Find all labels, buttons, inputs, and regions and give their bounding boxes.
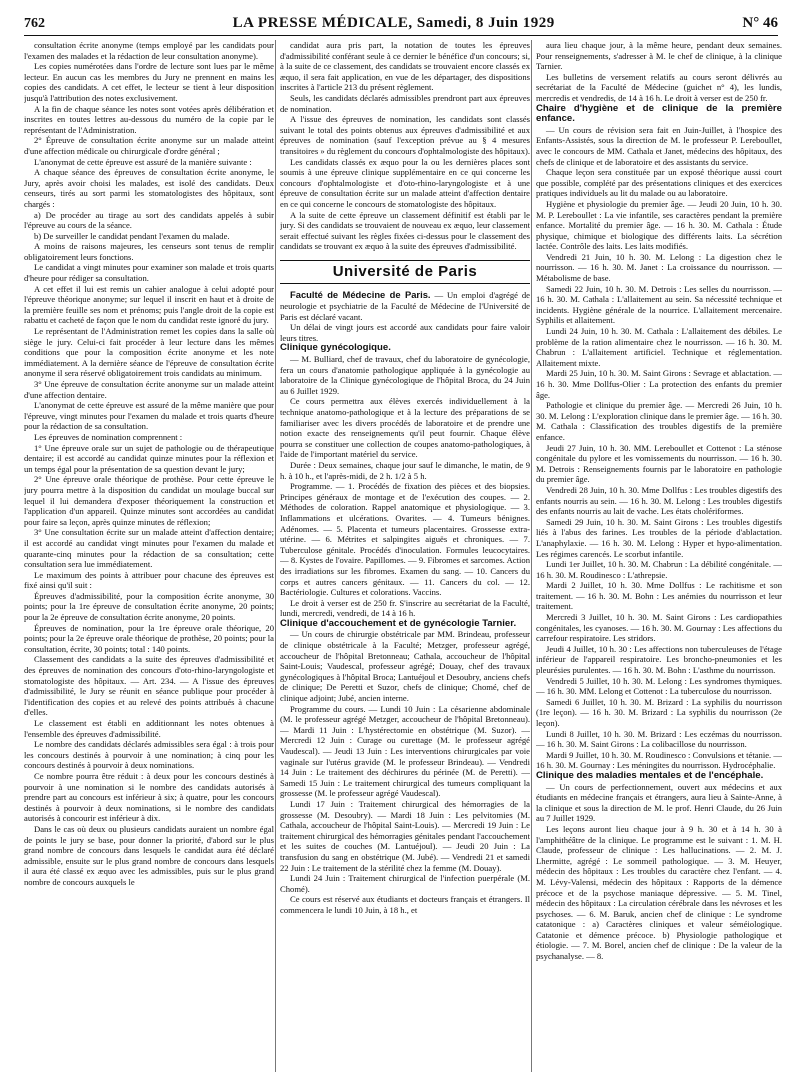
journal-title: LA PRESSE MÉDICALE, Samedi, 8 Juin 1929 <box>232 15 555 31</box>
paragraph: Seuls, les candidats déclarés admissibles prendront part aux épreuves de nomination. <box>280 92 530 114</box>
paragraph: consultation écrite anonyme (temps employé par les candidats pour l'examen des malades et la rédaction de leur consultation anonyme). <box>24 40 274 61</box>
paragraph: Lundi 1er Juillet, 10 h. 30. M. Chabrun : La débilité congénitale. — 16 h. 30. M. Roudinesco : L'athrepsie. <box>536 559 782 580</box>
paragraph: Les épreuves de nomination comprennent : <box>34 431 183 442</box>
issue-number: N° 46 <box>742 15 778 31</box>
paragraph: Durée : Deux semaines, chaque jour sauf le dimanche, le matin, de 9 h. à 10 h., et l'après-midi, de 2 h. 1/2 à 5 h. <box>280 459 530 481</box>
paragraph: Programme. — 1. Procédés de fixation des pièces et des biopsies. Principes généraux de montage et de l'exécution des coupes. — 2. Méthodes de coloration. Rappel anatomique et physiologique. — 3. Inflammations et ulcérations. Ovarites. — 4. Tumeurs bénignes. Adénomes. — 5. Placenta et tumeurs placentaires. Grossesse extra-utérine. — 6. Métrites et salpingites aiguës et chroniques. — 7. Tuberculose génitale. Procédés d'inoculation. Formules leucocytaires. — 8. Kystes de l'ovaire. Papillomes. — 9. Fibromes et sarcomes. Action des irradiations sur les fibromes. Examen du sang. — 10. Cancers du corps et autres cancers génitaux. — 11. Cancers du col. — 12. Bactériologie. Cultures et colorations. Vaccins. <box>280 481 530 598</box>
paragraph: Lundi 24 Juin : Traitement chirurgical de l'infection puerpérale (M. Chomé). <box>280 873 530 894</box>
column-3 <box>536 40 782 1074</box>
paragraph: 3° Une épreuve de consultation écrite anonyme sur un malade atteint d'une affection dentaire. <box>24 379 274 400</box>
paragraph: Mardi 2 Juillet, 10 h. 30. Mme Dollfus : Le rachitisme et son traitement. — 16 h. 30. M. Bohn : Les anémies du nourrisson et leur traitement. <box>536 580 782 612</box>
paragraph: — Un cours de révision sera fait en Juin-Juillet, à l'hospice des Enfants-Assistés, sous la direction de M. le professeur P. Lereboullet, avec le concours de MM. Cathala et Janet, médecins des hôpitaux, des chefs de clinique et de laboratoire et des assistants du service. <box>536 124 782 167</box>
paragraph: a) De procéder au tirage au sort des candidats appelés à subir l'épreuve au cours de la séance. <box>24 209 274 231</box>
paragraph: 2° Une épreuve orale théorique de prothèse. Pour cette épreuve le jury pourra mettre à la disposition du candidat un moulage buccal sur lequel il lui demandera d'exposer théoriquement la construction et l'application d'un appareil. Quinze minutes sont accordées au candidat pour faire sa leçon, après quinze minutes de réflexion; <box>24 474 274 527</box>
paragraph: Le nombre des candidats déclarés admissibles sera égal : à trois pour les concours destinés à pourvoir à une nomination; à cinq pour les concours destinés à pourvoir à deux nominations. <box>24 739 274 771</box>
paragraph: Les leçons auront lieu chaque jour à 9 h. 30 et à 14 h. 30 à l'amphithéâtre de la clinique. Le programme est le suivant : 1. M. H. Claude, professeur de clinique : Les hallucinations. — 2. M. J. Lhermitte, agrégé : Le sommeil pathologique. — 3. M. Heuyer, médecin des hôpitaux : Les troubles du caractère chez l'enfant. — 4. M. Lévy-Valensi, médecin des hôpitaux : Rapports de la démence précoce et de la psychose maniaque dépressive. — 5. M. Tinel, médecin des hôpitaux : La circulation cérébrale dans les névroses et les psychoses. — 6. M. Baruk, ancien chef de clinique : Le syndrome catatonique : a) Caractères cliniques et valeur séméiologique. Catatonie et démence précoce. b) Physiologie pathologique et étiologie. — 7. M. Borel, ancien chef de clinique : De la valeur de la psychanalyse. — 8. <box>536 823 782 962</box>
paragraph: Pathologie et clinique du premier âge. — Mercredi 26 Juin, 10 h. 30. M. Lelong : L'exploration clinique dans le premier âge. — 16 h. 30. M. Cathala : Classification des troubles digestifs de la première enfance. <box>536 400 782 442</box>
paragraph: aura lieu chaque jour, à la même heure, pendant deux semaines. Pour renseignements, s'adresser à M. le chef de clinique, à la clinique Tarnier. <box>536 40 782 72</box>
page-number: 762 <box>24 16 45 31</box>
paragraph: Chaque leçon sera constituée par un exposé théorique aussi court que possible, complété par des présentations cliniques et des exercices pratiques individuels au lit du malade ou au laboratoire. <box>536 167 782 199</box>
paragraph: L'anonymat de cette épreuve est assuré de la manière suivante : <box>34 156 252 167</box>
paragraph: Programme du cours. — Lundi 10 Juin : La césarienne abdominale (M. le professeur agrégé Metzger, accoucheur de l'hôpital Bretonneau). — Mardi 11 Juin : L'hystérectomie en obstétrique (M. Suzor). — Mercredi 12 Juin : Curage ou curettage (M. le professeur agrégé Vaudescal). — Jeudi 13 Juin : Les interventions chirurgicales par voie vaginale sur l'utérus gravide (M. le professeur Brindeau). — Vendredi 14 Juin : Le traitement des déchirures du périnée (M. de Peretti). — Samedi 15 Juin : Le traitement chirurgical des tumeurs compliquant la grossesse (M. le professeur agrégé Vaudescal). <box>280 703 530 799</box>
subsection-heading: Faculté de Médecine de Paris. <box>290 289 431 301</box>
paragraph: Épreuves de nomination, pour la 1re épreuve orale théorique, 20 points; pour la 2e épreuve orale théorique de prothèse, 20 points; pour la consultation, écrite, 30 points; total : 140 points. <box>24 622 274 654</box>
paragraph: Lundi 8 Juillet, 10 h. 30. M. Brizard : Les eczémas du nourrisson. — 16 h. 30. M. Saint Girons : La colibacillose du nourrisson. <box>536 728 782 750</box>
paragraph: Lundi 17 Juin : Traitement chirurgical des hémorragies de la grossesse (M. Desoubry). — Mardi 18 Juin : Les pelvitomies (M. Cathala, accoucheur de l'hôpital Saint-Louis). — Mercredi 19 Juin : Le traitement chirurgical des hémorragies génitales pendant l'accouchement et les suites de couches (M. Lantuéjoul). — Jeudi 20 Juin : La transfusion du sang en obstétrique (M. Jubé). — Vendredi 21 et samedi 22 Juin : Le traitement de la stérilité chez la femme (M. Douay). <box>280 798 530 873</box>
paragraph: Ce nombre pourra être réduit : à deux pour les concours destinés à pourvoir à une nomination si le nombre des candidats autorisés à prendre part au concours est inférieur à six; à quatre, pour les concours destinés à pourvoir à deux nominations, si le nombre des candidats autorisés à concourir est inférieur à dix. <box>24 770 274 824</box>
paragraph: Dans le cas où deux ou plusieurs candidats auraient un nombre égal de points le jury se base, pour donner la priorité, d'abord sur le plus grand nombre de concours dans lesquels le candidat aura été déclaré admissible, ensuite sur le plus grand nombre de concours dans lesquels il aura été classé ex æquo avec les admissibles, puis sur le plus grand nombre de concours auxquels le <box>24 823 274 887</box>
paragraph: Mardi 9 Juillet, 10 h. 30. M. Roudinesco : Convulsions et tétanie. — 16 h. 30. M. Gournay : Les méningites du nourrisson. Hydrocéphalie. <box>536 749 782 771</box>
paragraph: 2° Épreuve de consultation écrite anonyme sur un malade atteint d'une affection médicale ou chirurgicale d'ordre général ; <box>24 135 274 156</box>
subsection-heading: Clinique d'accouchement et de gynécologie Tarnier. <box>280 617 517 629</box>
paragraph: A la fin de chaque séance les notes sont votées après délibération et inscrites en toutes lettres au-dessous du numéro de la copie par le représentant de l'Administration. <box>24 103 274 135</box>
section-banner <box>280 260 530 285</box>
paragraph: Un délai de vingt jours est accordé aux candidats pour faire valoir leurs titres. <box>280 322 530 343</box>
paragraph: Le classement est établi en additionnant les notes obtenues à l'ensemble des épreuves d'admissibilité. <box>24 718 274 739</box>
paragraph: Vendredi 28 Juin, 10 h. 30. Mme Dollfus : Les troubles digestifs des enfants nourris au sein. — 16 h. 30. M. Lelong : Les troubles digestifs des enfants nourris au lait de vache. Les états cholériformes. <box>536 484 782 517</box>
paragraph: A l'issue des épreuves de nomination, les candidats sont classés suivant le total des points obtenus aux épreuves d'admissibilité et aux épreuves de nomination (sauf l'exception prévue au § 4 mesures transitoires » du règlement du concours d'ophtalmologiste des hôpitaux). <box>280 114 530 156</box>
paragraph <box>280 290 530 322</box>
paragraph: Mardi 25 Juin, 10 h. 30. M. Saint Girons : Sevrage et ablactation. — 16 h. 30. Mme Dollfus-Olier : La protection des enfants du premier âge. <box>536 368 782 400</box>
column-divider <box>531 40 532 1072</box>
paragraph: Le représentant de l'Administration remet les copies dans la salle où siège le jury. Celui-ci fait procéder à leur lecture dans les mêmes conditions que pour la composition écrite anonyme et les note immédiatement. A la dernière séance de l'épreuve de consultation écrite anonyme il sera réservé obligatoirement trois candidats au minimum. <box>24 326 274 379</box>
paragraph: Ce cours permettra aux élèves exercés individuellement à la technique anatomo-pathologique et à la lecture des préparations de se familiariser avec les divers procédés de laboratoire et de prendre une notion exacte des renseignements qu'il peut fournir. Chaque élève pourra se constituer une collection de coupes anatomo-pathologiques, à l'aide de l'important matériel du service. <box>280 396 530 460</box>
paragraph: Jeudi 4 Juillet, 10 h. 30 : Les affections non tuberculeuses de l'étage inférieur de l'appareil respiratoire. Les broncho-pneumonies et les pleurésies purulentes. — 16 h. 30. M. Bohn : L'asthme du nourrisson. <box>536 643 782 676</box>
paragraph: — Un cours de chirurgie obstétricale par MM. Brindeau, professeur de clinique obstétricale à la Faculté; Metzger, professeur agrégé, accoucheur de l'hôpital Bretonneau; Cathala, accoucheur de l'hôpital Saint-Louis; Vaudescal, professeur agrégé; Douay, chef des travaux gynécologiques à l'hôpital Broca; Lantuéjoul et Desoubry, anciens chefs de clinique; De Peretti et Suzor, chefs de clinique; Chomé, chef de clinique adjoint; Jubé, ancien interne. <box>280 629 530 704</box>
page-header <box>24 10 778 36</box>
column-divider <box>275 40 276 1072</box>
paragraph: Classement des candidats a la suite des épreuves d'admissibilité et des épreuves de nomination des concours d'oto-rhino-laryngologiste et stomatologiste des hôpitaux. — Art. 234. — A l'issue des épreuves d'admissibilité, le Jury se réunit en séance publique pour procéder à l'identification des copies et au relevé des points attribués à chacune d'elles. <box>24 654 274 718</box>
paragraph: Le maximum des points à attribuer pour chacune des épreuves est fixé ainsi qu'il suit : <box>24 569 274 591</box>
section-title: Université de Paris <box>332 262 478 280</box>
paragraph: Lundi 24 Juin, 10 h. 30. M. Cathala : L'allaitement des débiles. Le problème de la ration alimentaire chez le nourrisson. — 16 h. 30. M. Chabrun : L'allaitement artificiel. Technique et réglementation. Allaitement mixte. <box>536 326 782 368</box>
paragraph: Jeudi 27 Juin, 10 h. 30. MM. Lereboullet et Cottenot : La sténose congénitale du pylore et les vomissements du nourrisson. — 16 h. 30. M. Detrois : Renseignements fournis par le laboratoire en pathologie du premier âge. <box>536 442 782 485</box>
paragraph: Le droit à verser est de 250 fr. S'inscrire au secrétariat de la Faculté, lundi, mercredi, vendredi, de 14 à 16 h. <box>280 597 530 619</box>
subsection-heading: Chaire d'hygiène et de clinique de la première enfance. <box>536 102 782 125</box>
paragraph: Épreuves d'admissibilité, pour la composition écrite anonyme, 30 points; pour la 1re épreuve de consultation écrite anonyme, 20 points; pour la 2e épreuve de consultation écrite anonyme, 20 points. <box>24 590 274 623</box>
paragraph: Samedi 22 Juin, 10 h. 30. M. Detrois : Les selles du nourrisson. — 16 h. 30. M. Cathala : L'allaitement au sein. Sa nécessité technique et incidents. Hygiène générale de la nourrice. L'allaitement mercenaire. Syphilis et allaitement. <box>536 283 782 326</box>
paragraph-text: — Un emploi d'agrégé de neurologie et psychiatrie de la Faculté de Médecine de l'Université de Paris est déclaré vacant. <box>280 290 530 322</box>
paragraph: b) De surveiller le candidat pendant l'examen du malade. <box>34 230 230 241</box>
paragraph: A moins de raisons majeures, les censeurs sont tenus de remplir obligatoirement leurs fonctions. <box>24 241 274 262</box>
paragraph: Les bulletins de versement relatifs au cours seront délivrés au secrétariat de la Faculté de Médecine (guichet n° 4), les lundis, mercredis et vendredis, de 14 à 16 h. Le droit à verser est de 250 fr. <box>536 71 782 103</box>
paragraph: Les copies numérotées dans l'ordre de lecture sont lues par le même lecteur. En aucun cas les membres du Jury ne prennent en mains les copies des candidats. A cet effet, le lecteur se tient à leur disposition jusqu'à l'attribution des notes exclusivement. <box>24 61 274 103</box>
paragraph: Hygiène et physiologie du premier âge. — Jeudi 20 Juin, 10 h. 30. M. P. Lereboullet : La vie infantile, ses caractères pendant la première enfance. Mortalité du premier âge. — 16 h. 30. M. Cathala : Étude physique, chimique et biologique des différents laits. La sécrétion lactée. Contrôle des laits. Les laits modifiés. <box>536 198 782 252</box>
paragraph: Ce cours est réservé aux étudiants et docteurs français et étrangers. Il commencera le lundi 10 Juin, à 18 h., et <box>280 894 530 915</box>
paragraph: Vendredi 5 Juillet, 10 h. 30. M. Lelong : Les syndromes thymiques. — 16 h. 30. MM. Lelong et Cottenot : La tuberculose du nourrisson. <box>536 675 782 697</box>
paragraph: Mercredi 3 Juillet, 10 h. 30. M. Saint Girons : Les cardiopathies congénitales, les cyanoses. — 16 h. 30. M. Gournay : Les affections du carrefour respiratoire. Les stridors. <box>536 612 782 644</box>
paragraph: — M. Bulliard, chef de travaux, chef du laboratoire de gynécologie, fera un cours d'anatomie pathologique appliquée à la gynécologie au laboratoire de la Clinique gynécologique de l'hôpital Broca, du 24 Juin au 6 Juillet 1929. <box>280 354 530 396</box>
paragraph: A la suite de cette épreuve un classement définitif est établi par le jury. Si des candidats se trouvaient de nouveau ex æquo, leur classement serait effectué suivant les règles fixées ci-dessus pour le classement des candidats se trouvant ex æquo à la suite des épreuves d'admissibilité. <box>280 209 530 252</box>
paragraph: Les candidats classés ex æquo pour la ou les dernières places sont soumis à une épreuve clinique supplémentaire en ce qui concerne les concours d'ophtalmologiste et d'oto-rhino-laryngologiste et à une épreuve de consultation écrite sur un malade atteint d'affection dentaire en ce qui concerne le concours de stomatologiste des hôpitaux. <box>280 156 530 209</box>
column-1 <box>24 40 274 1074</box>
paragraph: candidat aura pris part, la notation de toutes les épreuves d'admissibilité conférant seule à ce dernier le bénéfice d'un concours; si, à la suite de ce classement, des candidats se trouvaient encore classés ex æquo, il sera fait application, en vue de les départager, des dispositions inscrites à l'article 213 du présent règlement. <box>280 40 530 93</box>
paragraph: A cet effet il lui est remis un cahier analogue à celui adopté pour l'épreuve théorique anonyme; sur lequel il inscrit en haut et à droite de la première feuille ses nom et prénoms; puis l'angle droit de la copie est rabattu et cacheté de façon que le nom du candidat reste ignoré du jury. <box>24 283 274 326</box>
paragraph: 1° Une épreuve orale sur un sujet de pathologie ou de thérapeutique dentaire; il est accordé au candidat quinze minutes pour la réflexion et un temps égal pour la présentation de sa question devant le jury; <box>24 442 274 474</box>
paragraph: Le candidat a vingt minutes pour examiner son malade et trois quarts d'heure pour rédiger sa consultation. <box>24 262 274 284</box>
paragraph: Vendredi 21 Juin, 10 h. 30. M. Lelong : La digestion chez le nourrisson. — 16 h. 30. M. Janet : La croissance du nourrisson. — Métabolisme de base. <box>536 251 782 284</box>
subsection-heading: Clinique gynécologique. <box>280 342 391 354</box>
paragraph: Samedi 6 Juillet, 10 h. 30. M. Brizard : La syphilis du nourrisson (1re leçon). — 16 h. 30. M. Brizard : La syphilis du nourrisson (2e leçon). <box>536 696 782 728</box>
paragraph: A chaque séance des épreuves de consultation écrite anonyme, le Jury, après avoir choisi les malades, est isolé des candidats. Deux censeurs, tirés au sort parmi les stomatologistes des hôpitaux, sont chargés : <box>24 167 274 209</box>
subsection-heading: Clinique des maladies mentales et de l'encéphale. <box>536 769 764 781</box>
paragraph: — Un cours de perfectionnement, ouvert aux médecins et aux étudiants en médecine français et étrangers, aura lieu à Sainte-Anne, à la clinique et sous la direction de M. le prof. Henri Claude, du 26 Juin au 7 Juillet 1929. <box>536 781 782 824</box>
paragraph: L'anonymat de cette épreuve est assuré de la même manière que pour l'épreuve, vingt minutes pour l'examen du malade et trois quarts d'heure pour la rédaction de sa consultation. <box>24 400 274 432</box>
column-2 <box>280 40 530 1074</box>
paragraph: Samedi 29 Juin, 10 h. 30. M. Saint Girons : Les troubles digestifs liés à l'abus des farines. Les troubles de la période d'ablactation. L'anaphylaxie. — 16 h. 30. M. Lelong : Hyper et hypo-alimentation. Les régimes carencés. Le scorbut infantile. <box>536 516 782 559</box>
paragraph: 3° Une consultation écrite sur un malade atteint d'affection dentaire; il est accordé au candidat vingt minutes pour l'examen du malade et quarante-cinq minutes pour la rédaction de sa consultation; cette consultation sera lue immédiatement. <box>24 527 274 570</box>
